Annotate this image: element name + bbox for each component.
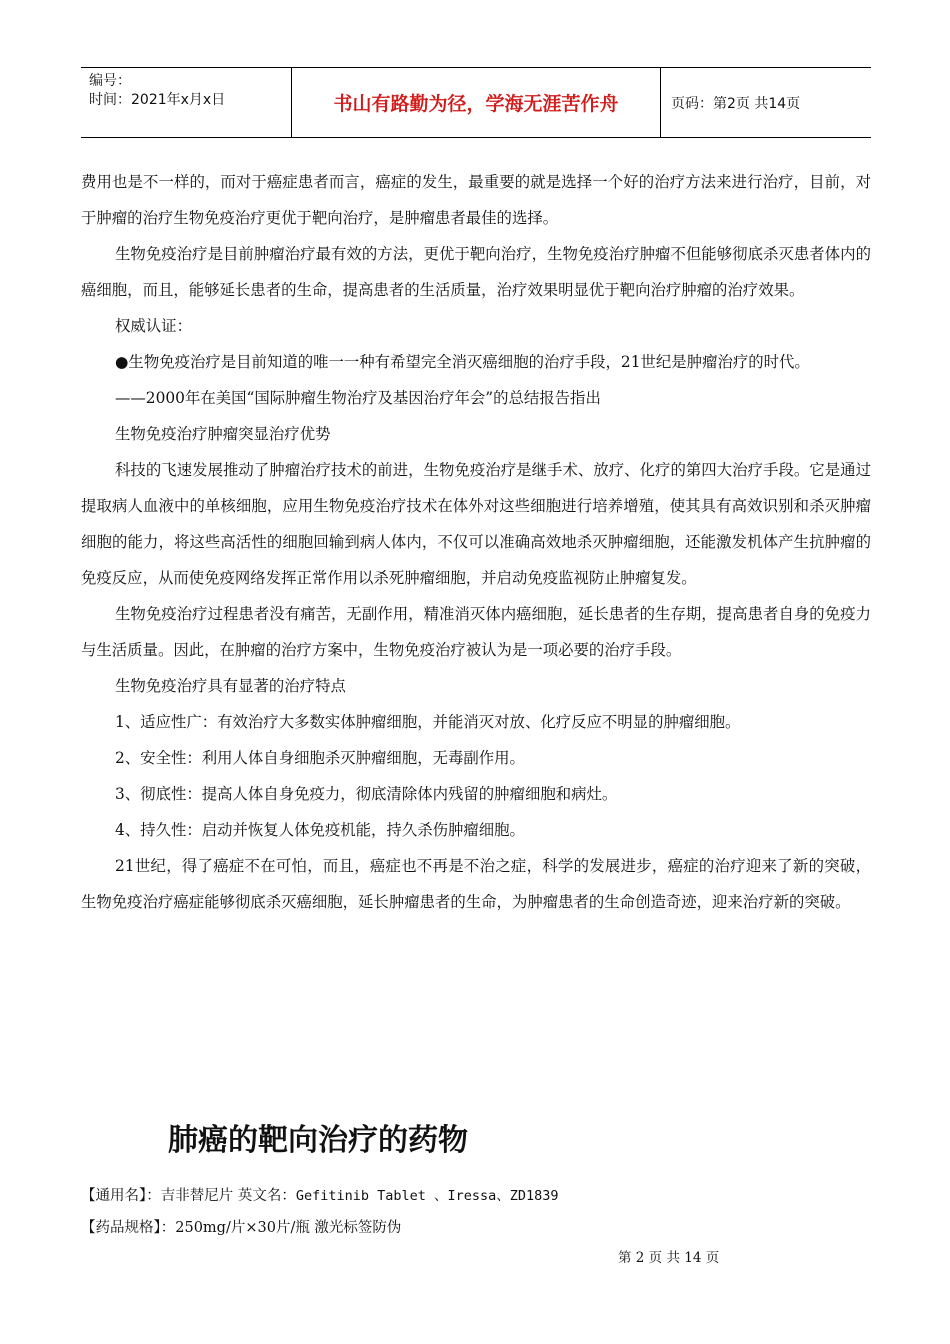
paragraph: 科技的飞速发展推动了肿瘤治疗技术的前进，生物免疫治疗是继手术、放疗、化疗的第四大治疗手段。它是通过提取病人血液中的单核细胞，应用生物免疫治疗技术在体外对这些细胞进行培养增殖，使其具有高效识别和杀灭肿瘤细胞的能力，将这些高活性的细胞回输到病人体内，不仅可以准确高效地杀灭肿瘤细胞，还能激发机体产生抗肿瘤的免疫反应，从而使免疫网络发挥正常作用以杀死肿瘤细胞，并启动免疫监视防止肿瘤复发。 xyxy=(81,461,871,587)
generic-name-value: ：吉非替尼片 英文名： xyxy=(146,1188,296,1204)
drug-info xyxy=(81,1180,559,1244)
list-item: 3、彻底性：提高人体自身免疫力，彻底清除体内残留的肿瘤细胞和病灶。 xyxy=(115,785,618,803)
spec-row xyxy=(81,1212,559,1244)
paragraph: 费用也是不一样的，而对于癌症患者而言，癌症的发生，最重要的就是选择一个好的治疗方法来进行治疗，目前，对于肿瘤的治疗生物免疫治疗更优于靶向治疗，是肿瘤患者最佳的选择。 xyxy=(81,173,871,227)
page-footer: 第 2 页 共 14 页 xyxy=(618,1250,720,1266)
subheading: 生物免疫治疗肿瘤突显治疗优势 xyxy=(115,425,331,443)
subheading: 生物免疫治疗具有显著的治疗特点 xyxy=(115,677,346,695)
bullet-paragraph: ●生物免疫治疗是目前知道的唯一一种有希望完全消灭癌细胞的治疗手段，21世纪是肿瘤治疗的时代。 xyxy=(115,353,810,371)
paragraph: 21世纪，得了癌症不在可怕，而且，癌症也不再是不治之症，科学的发展进步，癌症的治疗迎来了新的突破，生物免疫治疗癌症能够彻底杀灭癌细胞，延长肿瘤患者的生命，为肿瘤患者的生命创造奇迹，迎来治疗新的突破。 xyxy=(81,857,871,911)
generic-name-label: 【通用名】 xyxy=(81,1188,147,1204)
section-title: 肺癌的靶向治疗的药物 xyxy=(168,1123,468,1158)
paragraph: 权威认证： xyxy=(115,317,192,335)
spec-value: ：250mg/片×30片/瓶 激光标签防伪 xyxy=(160,1220,402,1236)
header-page-info: 页码：第2页 共14页 xyxy=(671,95,801,112)
page-header xyxy=(81,67,871,138)
header-motto: 书山有路勤为径，学海无涯苦作舟 xyxy=(291,68,661,137)
generic-name-row xyxy=(81,1180,559,1212)
body-text xyxy=(81,164,871,920)
quote-source: ——2000年在美国“国际肿瘤生物治疗及基因治疗年会”的总结报告指出 xyxy=(115,389,601,407)
english-name: Gefitinib Tablet 、Iressa、ZD1839 xyxy=(295,1188,559,1204)
list-item: 4、持久性：启动并恢复人体免疫机能，持久杀伤肿瘤细胞。 xyxy=(115,821,525,839)
serial-number-label: 编号： xyxy=(89,73,131,89)
date-label: 时间：2021年x月x日 xyxy=(89,92,226,108)
spec-label: 【药品规格】 xyxy=(81,1220,161,1236)
list-item: 2、安全性：利用人体自身细胞杀灭肿瘤细胞，无毒副作用。 xyxy=(115,749,525,767)
list-item: 1、适应性广：有效治疗大多数实体肿瘤细胞，并能消灭对放、化疗反应不明显的肿瘤细胞。 xyxy=(115,713,741,731)
paragraph: 生物免疫治疗过程患者没有痛苦，无副作用，精准消灭体内癌细胞，延长患者的生存期，提高患者自身的免疫力与生活质量。因此，在肿瘤的治疗方案中，生物免疫治疗被认为是一项必要的治疗手段。 xyxy=(81,605,871,659)
header-meta xyxy=(81,68,291,137)
paragraph: 生物免疫治疗是目前肿瘤治疗最有效的方法，更优于靶向治疗，生物免疫治疗肿瘤不但能够彻底杀灭患者体内的癌细胞，而且，能够延长患者的生命，提高患者的生活质量，治疗效果明显优于靶向治疗肿瘤的治疗效果。 xyxy=(81,245,871,299)
